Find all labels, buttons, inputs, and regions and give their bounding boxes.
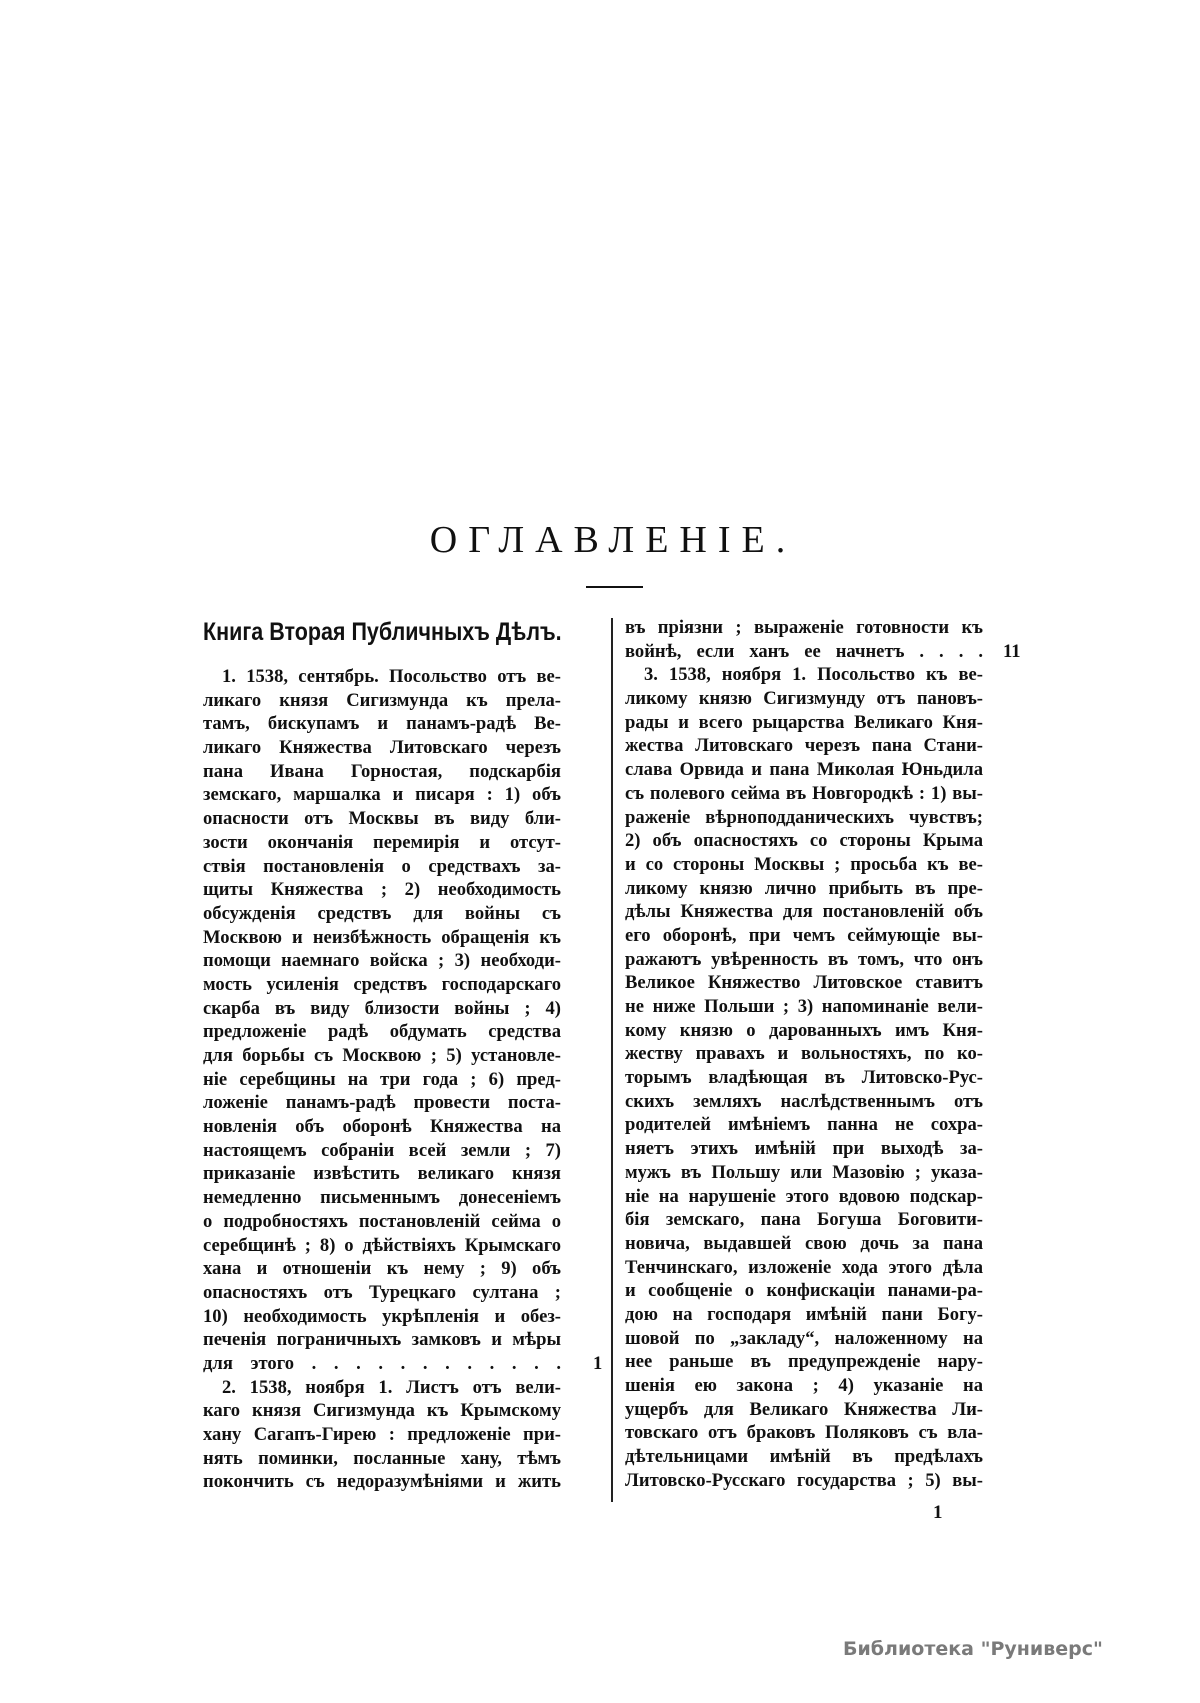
toc-line [625, 1398, 983, 1422]
toc-line-text: мость усиленія средствъ господарскаго [203, 973, 561, 995]
toc-line-text: ражаютъ увѣренность въ томъ, что онъ [625, 948, 983, 970]
toc-line-text: новича, выдавшей свою дочь за пана [625, 1232, 983, 1254]
toc-line [625, 1232, 983, 1256]
toc-line-text: дѣтельницами имѣній въ предѣлахъ [625, 1446, 983, 1468]
toc-entry-start-line [625, 663, 983, 687]
toc-line [625, 1445, 983, 1469]
toc-entry-start-line [203, 1376, 561, 1400]
toc-page-reference: 1 [593, 1352, 603, 1374]
toc-line-text: шовой по „закладу“, наложенному на [625, 1327, 983, 1349]
toc-line-text: 2. 1538, ноября 1. Листъ отъ вели- [222, 1376, 561, 1398]
toc-line-text: опасности отъ Москвы въ виду бли- [203, 808, 561, 830]
toc-line [625, 734, 983, 758]
toc-line [625, 1137, 983, 1161]
toc-line-text: ніе на нарушеніе этого вдовою подскар- [625, 1185, 983, 1207]
toc-line [625, 971, 983, 995]
toc-line-text: Тенчинскаго, изложеніе хода этого дѣла [625, 1256, 983, 1278]
toc-line [203, 1044, 561, 1068]
toc-line-text: мужъ въ Польшу или Мазовію ; указа- [625, 1161, 983, 1183]
toc-line-text: товскаго отъ браковъ Поляковъ съ вла- [625, 1422, 983, 1444]
toc-line-text: печенія пограничныхъ замковъ и мѣры [203, 1329, 561, 1351]
toc-line [203, 949, 561, 973]
toc-line [203, 1162, 561, 1186]
toc-line [625, 853, 983, 877]
toc-line [625, 1421, 983, 1445]
toc-line-text: раженіе вѣрноподданическихъ чувствъ; [625, 806, 983, 828]
toc-line-text: опасностяхъ отъ Турецкаго султана ; [203, 1281, 561, 1303]
title-rule [586, 586, 643, 588]
toc-line-text: приказаніе извѣстить великаго князя [203, 1163, 561, 1185]
toc-line [625, 1113, 983, 1137]
toc-line-text: 1. 1538, сентябрь. Посольство отъ ве- [222, 666, 561, 687]
toc-line-text: пана Ивана Горностая, подскарбія [203, 760, 561, 782]
toc-line [625, 1066, 983, 1090]
toc-line-text: его оборонѣ, при чемъ сеймующіе вы- [625, 924, 983, 946]
toc-line [625, 687, 983, 711]
toc-line-text: няетъ этихъ имѣній при выходѣ за- [625, 1138, 983, 1160]
toc-line-text: зости окончанія перемирія и отсут- [203, 831, 561, 853]
toc-line-text: дою на господаря имѣній пани Богу- [625, 1303, 983, 1325]
toc-line-text: бія земскаго, пана Богуша Боговити- [625, 1209, 983, 1231]
toc-line [625, 877, 983, 901]
toc-line-text: не ниже Польши ; 3) напоминаніе вели- [625, 996, 983, 1017]
library-watermark: Библиотека "Руниверс" [843, 1638, 1103, 1660]
toc-line-text: новленія объ оборонѣ Княжества на [203, 1116, 561, 1138]
toc-line-text: ликому князю Сигизмунду отъ пановъ- [625, 688, 983, 710]
toc-line [203, 973, 561, 997]
toc-line-text: торымъ владѣющая въ Литовско-Рус- [625, 1067, 983, 1089]
toc-line-text: обсужденія средствъ для войны съ [203, 902, 561, 924]
toc-line [625, 806, 983, 830]
toc-line [203, 997, 561, 1021]
page-title: ОГЛАВЛЕНІЕ. [429, 519, 797, 561]
toc-line [625, 1208, 983, 1232]
toc-line-text: въ пріязни ; выраженіе готовности къ [625, 617, 983, 638]
toc-line [625, 1256, 983, 1280]
toc-line-text: слава Орвида и пана Миколая Юньдила [625, 759, 983, 781]
toc-line [625, 1279, 983, 1303]
toc-line-text: рады и всего рыцарства Великаго Кня- [625, 711, 983, 733]
toc-line-text: ложеніе панамъ-радѣ провести поста- [203, 1092, 561, 1114]
toc-line [625, 782, 983, 806]
section-heading: Книга Вторая Публичныхъ Дѣлъ. [203, 618, 562, 646]
toc-line [203, 1068, 561, 1092]
toc-line-text: нять поминки, посланные хану, тѣмъ [203, 1447, 561, 1469]
toc-line [203, 1305, 561, 1329]
toc-line [203, 783, 561, 807]
toc-line [203, 1139, 561, 1163]
toc-line [203, 807, 561, 831]
toc-line-text: ликаго Княжества Литовскаго черезъ [203, 737, 561, 759]
toc-line [625, 711, 983, 735]
toc-entry-start-line [203, 665, 561, 689]
toc-line [625, 1350, 983, 1374]
toc-line [203, 1091, 561, 1115]
toc-line-text: хана и отношеніи къ нему ; 9) объ [203, 1258, 561, 1280]
toc-line-text: войнѣ, если ханъ ее начнетъ . . . . [625, 640, 983, 662]
toc-line [625, 1469, 983, 1493]
toc-line-text: Великое Княжество Литовское ставитъ [625, 972, 983, 994]
toc-line [203, 1328, 561, 1352]
toc-line-text: Литовско-Русскаго государства ; 5) вы- [625, 1469, 983, 1491]
right-column [625, 616, 1021, 1492]
toc-line-text: кому князю о дарованныхъ имъ Кня- [625, 1019, 983, 1041]
toc-line [625, 948, 983, 972]
toc-line-text: предложеніе радѣ обдумать средства [203, 1021, 561, 1043]
toc-line [203, 902, 561, 926]
toc-line-text: покончить съ недоразумѣніями и жить [203, 1471, 561, 1493]
toc-line [203, 712, 561, 736]
toc-line-text: шенія ею закона ; 4) указаніе на [625, 1375, 983, 1396]
column-divider [611, 618, 613, 1502]
toc-line-text: ущербъ для Великаго Княжества Ли- [625, 1398, 983, 1420]
toc-line [203, 878, 561, 902]
toc-line [203, 1352, 603, 1376]
toc-line-text: скихъ земляхъ наслѣдственнымъ отъ [625, 1090, 983, 1112]
toc-line [625, 995, 983, 1019]
toc-line-text: жества Литовскаго черезъ пана Стани- [625, 735, 983, 757]
toc-line [203, 1115, 561, 1139]
toc-line-text: земскаго, маршалка и писаря : 1) объ [203, 784, 561, 806]
toc-line [625, 1327, 983, 1351]
toc-line [625, 1090, 983, 1114]
toc-line [203, 1470, 561, 1494]
toc-line-text: скарба въ виду близости войны ; 4) [203, 997, 561, 1019]
toc-line [203, 831, 561, 855]
toc-line-text: ликаго князя Сигизмунда къ прела- [203, 689, 561, 711]
toc-line-text: нее раньше въ предупрежденіе нару- [625, 1351, 983, 1373]
toc-line-text: тамъ, бискупамъ и панамъ-радѣ Ве- [203, 713, 561, 735]
toc-line-text: Москвою и неизбѣжность обращенія къ [203, 926, 561, 948]
toc-line-text: и со стороны Москвы ; просьба къ ве- [625, 853, 983, 875]
toc-line [203, 1423, 561, 1447]
toc-line [625, 924, 983, 948]
toc-line-text: помощи наемнаго войска ; 3) необходи- [203, 950, 561, 972]
toc-line [625, 1185, 983, 1209]
toc-line-text: съ полевого сейма въ Новгородкѣ : 1) вы- [625, 782, 983, 804]
toc-line-text: 2) объ опасностяхъ со стороны Крыма [625, 830, 983, 852]
toc-line [625, 616, 983, 640]
toc-line-text: родителей имѣніемъ панна не сохра- [625, 1114, 983, 1136]
toc-line [203, 1020, 561, 1044]
toc-line [203, 1447, 561, 1471]
toc-line [203, 926, 561, 950]
toc-line-text: немедленно письменнымъ донесеніемъ [203, 1187, 561, 1209]
toc-line-text: настоящемъ собраніи всей земли ; 7) [203, 1139, 561, 1161]
toc-line-text: каго князя Сигизмунда къ Крымскому [203, 1400, 561, 1422]
toc-line-text: о подробностяхъ постановленій сейма о [203, 1210, 561, 1232]
toc-line [625, 1161, 983, 1185]
toc-line [625, 900, 983, 924]
toc-line-text: и сообщеніе о конфискаціи панами-ра- [625, 1280, 983, 1302]
toc-line-text: ликому князю лично прибыть въ пре- [625, 877, 983, 899]
toc-line [625, 1019, 983, 1043]
toc-page-reference: 11 [1003, 640, 1021, 662]
toc-line-text: 3. 1538, ноября 1. Посольство къ ве- [644, 664, 983, 686]
toc-line [203, 1234, 561, 1258]
toc-line [625, 1374, 983, 1398]
toc-line-text: 10) необходимость укрѣпленія и обез- [203, 1305, 561, 1327]
toc-line-text: дѣлы Княжества для постановленій объ [625, 901, 983, 923]
toc-line [203, 760, 561, 784]
toc-line [203, 1210, 561, 1234]
toc-line [203, 736, 561, 760]
toc-line-text: щиты Княжества ; 2) необходимость [203, 879, 561, 901]
toc-line-text: для борьбы съ Москвою ; 5) установле- [203, 1045, 561, 1066]
toc-line [625, 1042, 983, 1066]
toc-line-text: ствія постановленія о средствахъ за- [203, 855, 561, 877]
toc-line [625, 640, 1021, 664]
toc-line [203, 1399, 561, 1423]
toc-line [203, 1281, 561, 1305]
toc-line-text: хану Сагапъ-Гирею : предложеніе при- [203, 1424, 561, 1445]
toc-line-text: серебщинѣ ; 8) о дѣйствіяхъ Крымскаго [203, 1234, 561, 1256]
left-column [203, 665, 603, 1494]
toc-line-text: для этого . . . . . . . . . . . . [203, 1352, 561, 1374]
toc-line [625, 829, 983, 853]
toc-line [625, 1303, 983, 1327]
toc-line [203, 689, 561, 713]
toc-line-text: ніе серебщины на три года ; 6) пред- [203, 1068, 561, 1090]
toc-line [203, 1186, 561, 1210]
toc-line [203, 855, 561, 879]
toc-line-text: жеству правахъ и вольностяхъ, по ко- [625, 1043, 983, 1065]
page-number: 1 [933, 1502, 943, 1523]
toc-line [625, 758, 983, 782]
toc-line [203, 1257, 561, 1281]
